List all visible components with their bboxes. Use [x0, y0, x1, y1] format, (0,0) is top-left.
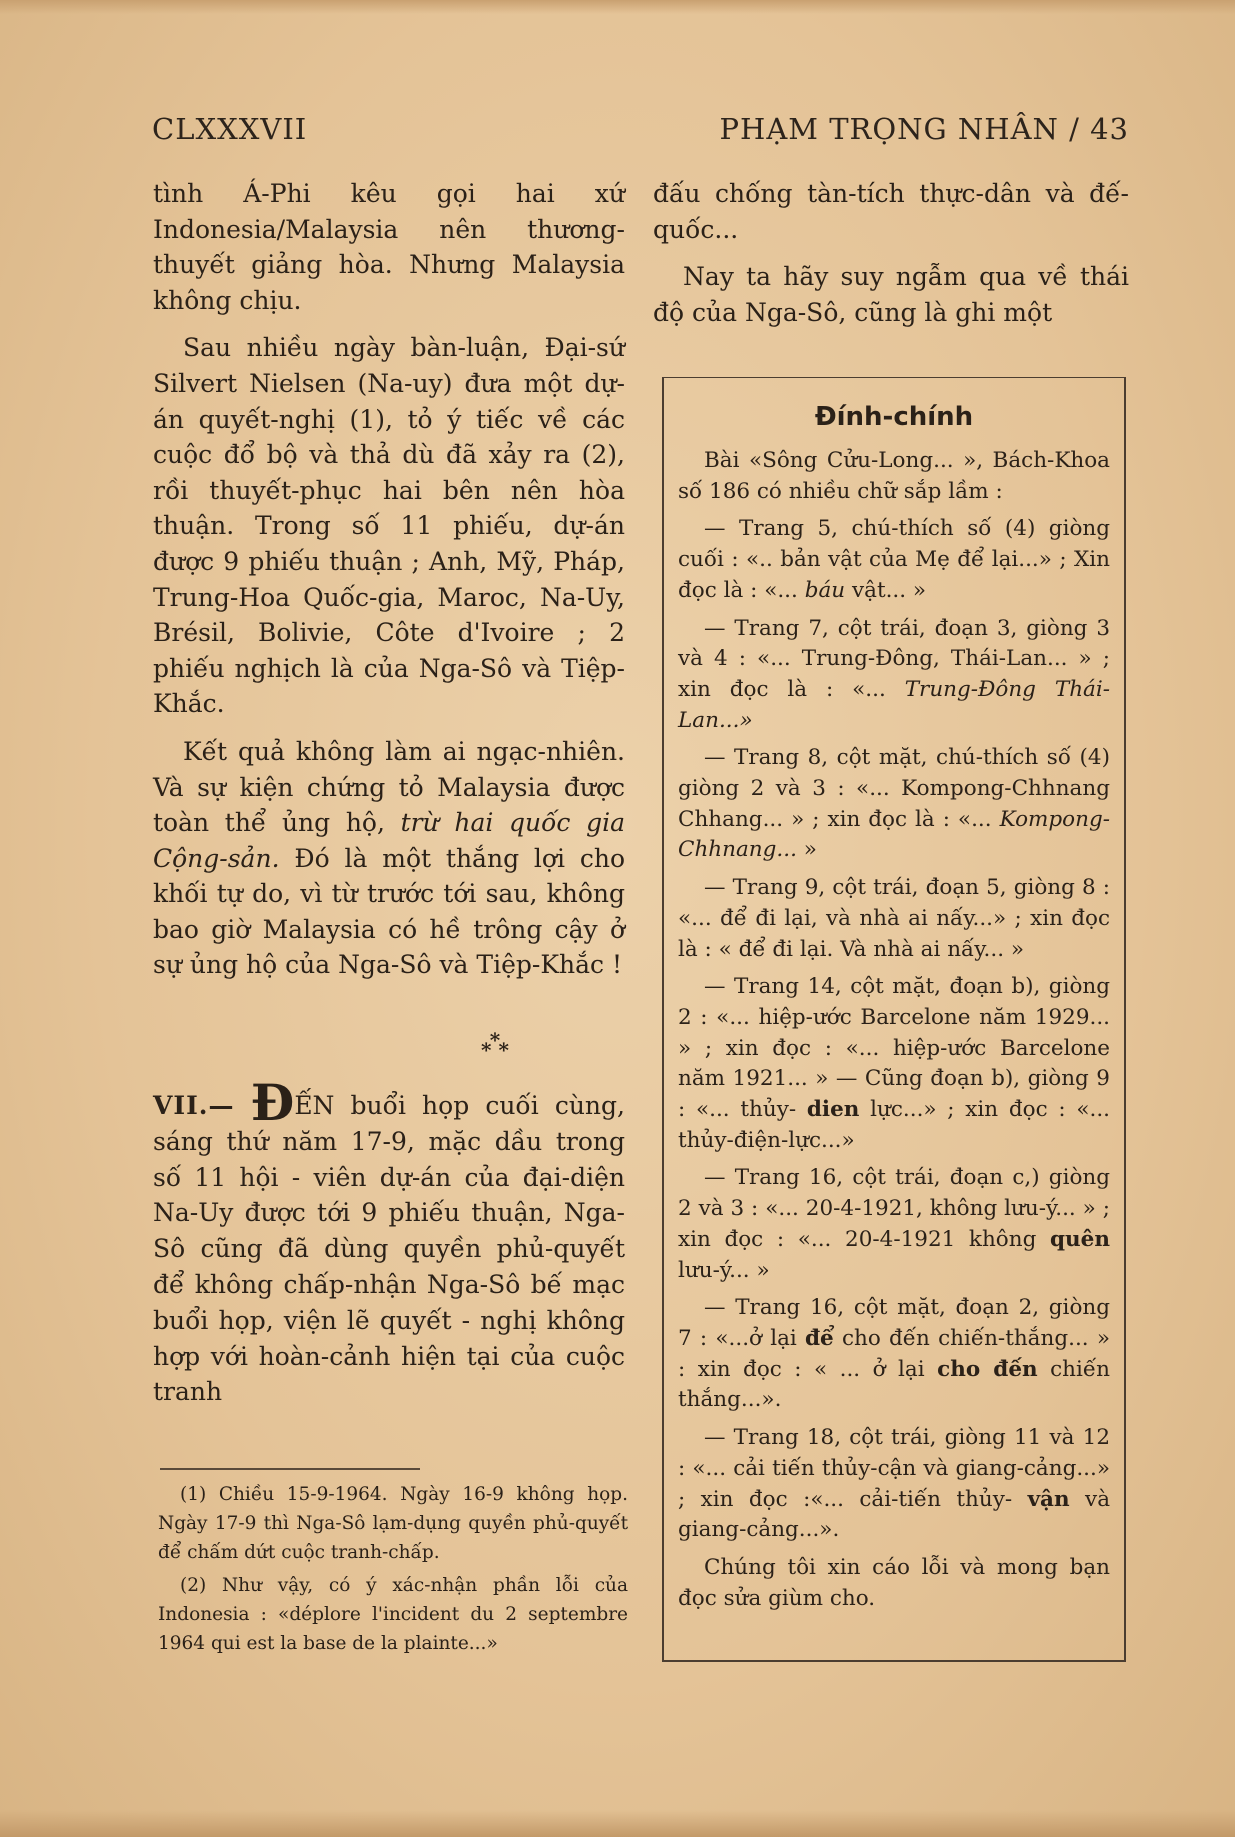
separator-stars: * * * — [481, 1028, 509, 1062]
errata-item-7 — [678, 1293, 1110, 1416]
errata-item-8 — [678, 1423, 1110, 1546]
errata-item-2 — [678, 614, 1110, 737]
errata-item-5-end: lực...» ; xin đọc : «... thủy-điện-lực...» — [678, 1097, 1110, 1153]
section-vii — [153, 1073, 625, 1410]
section-text: buổi họp cuối cùng, sáng thứ năm 17-9, mặc dầu trong số 11 hội - viên dự-án của đại-diện Na-Uy được tới 9 phiếu thuận, Nga-Sô cũng đã dùng quyền phủ-quyết để không chấp-nhận Nga-Sô bế mạc buổi họp, viện lẽ quyết - nghị không hợp với hoàn-cảnh hiện tại của cuộc tranh — [153, 1091, 625, 1407]
running-header-chapter: CLXXXVII — [152, 112, 308, 146]
errata-item-5 — [678, 972, 1110, 1156]
errata-item-8-end: và giang-cảng...». — [678, 1486, 1111, 1543]
left-paragraph-3-end: Đó là một thắng lợi cho khối tự do, vì từ trước tới sau, không bao giờ Malaysia có hề trông cậy ở sự ủng hộ của Nga-Sô và Tiệp-Khắc ! — [153, 843, 625, 980]
left-paragraph-3-italic: trừ hai quốc gia Cộng-sản. — [153, 808, 626, 873]
errata-item-2-italic: Trung-Đông Thái-Lan...» — [678, 676, 1110, 733]
footnotes — [158, 1480, 628, 1662]
errata-item-3-end: » — [803, 837, 817, 863]
errata-closing: Chúng tôi xin cáo lỗi và mong bạn đọc sửa giùm cho. — [678, 1554, 1110, 1611]
errata-title: Đính-chính — [814, 402, 974, 432]
left-paragraph-3 — [153, 734, 625, 983]
errata-item-6-bold: quên — [1050, 1226, 1110, 1252]
footnote-1: (1) Chiều 15-9-1964. Ngày 16-9 không họp. Ngày 17-9 thì Nga-Sô lạm-dụng quyền phủ-quyết để chấm dứt cuộc tranh-chấp. — [158, 1484, 628, 1563]
errata-item-7-bold-2: cho đến — [937, 1356, 1038, 1382]
left-paragraph-1: tình Á-Phi kêu gọi hai xứ Indonesia/Malaysia nên thương-thuyết giảng hòa. Nhưng Malaysia không chịu. — [153, 179, 625, 315]
left-paragraph-2: Sau nhiều ngày bàn-luận, Đại-sứ Silvert Nielsen (Na-uy) đưa một dự-án quyết-nghị (1), tỏ ý tiếc về các cuộc đổ bộ và thả dù đã xảy ra (2), rồi thuyết-phục hai bên nên hòa thuận. Trong số 11 phiếu, dự-án được 9 phiếu thuận ; Anh, Mỹ, Pháp, Trung-Hoa Quốc-gia, Maroc, Na-Uy, Brésil, Bolivie, Côte d'Ivoire ; 2 phiếu nghịch là của Nga-Sô và Tiệp-Khắc. — [153, 333, 625, 719]
errata-item-7-text: — Trang 16, cột mặt, đoạn 2, giòng 7 : «...ở lại — [678, 1295, 1110, 1351]
right-column — [653, 176, 1129, 342]
errata-item-2-text: — Trang 7, cột trái, đoạn 3, giòng 3 và 4 : «... Trung-Đông, Thái-Lan... » ; xin đọc là : «... — [678, 615, 1110, 702]
errata-item-6-text: — Trang 16, cột trái, đoạn c,) giòng 2 và 3 : «... 20-4-1921, không lưu-ý... » ; xin đọc : «... 20-4-1921 không — [678, 1165, 1110, 1252]
left-column — [153, 176, 625, 995]
errata-item-1-text: — Trang 5, chú-thích số (4) giòng cuối : «.. bản vật của Mẹ để lại...» ; Xin đọc là : «... — [678, 516, 1110, 603]
errata-item-6 — [678, 1163, 1110, 1286]
errata-item-8-bold: vận — [1027, 1486, 1070, 1512]
errata-item-8-text: — Trang 18, cột trái, giòng 11 và 12 : «... cải tiến thủy-cận và giang-cảng...» ; xin đọc :«... cải-tiến thủy- — [678, 1425, 1110, 1512]
errata-item-7-end: chiến thắng...». — [678, 1356, 1110, 1413]
errata-item-4: — Trang 9, cột trái, đoạn 5, giòng 8 : «... để đi lại, và nhà ai nấy...» ; xin đọc là : « để đi lại. Và nhà ai nấy... » — [678, 875, 1110, 962]
errata-item-3-italic: Kompong-Chhnang... — [678, 806, 1110, 863]
drop-cap-rest: ẾN — [294, 1091, 335, 1120]
right-paragraph-1: đấu chống tàn-tích thực-dân và đế-quốc... — [653, 179, 1129, 244]
page-edge-top — [0, 0, 1235, 14]
errata-item-5-bold: dien — [806, 1097, 860, 1123]
errata-item-5-text: — Trang 14, cột mặt, đoạn b), giòng 2 : «... hiệp-ước Barcelone năm 1929... » ; xin đọc : «... hiệp-ước Barcelone năm 1921... » — Cũng đoạn b), giòng 9 : «... thủy- — [678, 974, 1110, 1123]
errata-item-6-end: lưu-ý... » — [678, 1257, 770, 1283]
right-paragraph-2: Nay ta hãy suy ngẫm qua về thái độ của Nga-Sô, cũng là ghi một — [653, 262, 1129, 327]
running-header-author-page: PHẠM TRỌNG NHÂN / 43 — [719, 112, 1129, 146]
errata-item-3-text: — Trang 8, cột mặt, chú-thích số (4) giòng 2 và 3 : «... Kompong-Chhnang Chhang... » ; xin đọc là : «... — [678, 745, 1110, 832]
errata-item-1-italic: báu — [804, 577, 846, 603]
footnote-2: (2) Như vậy, có ý xác-nhận phần lỗi của Indonesia : «déplore l'incident du 2 septembre 1964 qui est la base de la plainte...» — [158, 1575, 628, 1654]
left-paragraph-3-start: Kết quả không làm ai ngạc-nhiên. Và sự kiện chứng tỏ Malaysia được toàn thể ủng hộ, — [153, 736, 625, 838]
errata-item-3 — [678, 743, 1110, 866]
section-separator — [475, 1028, 515, 1062]
errata-box — [662, 377, 1126, 1662]
errata-item-7-bold-1: để — [805, 1325, 834, 1351]
errata-item-7-middle: cho đến chiến-thắng... » : xin đọc : « ... ở lại — [678, 1325, 1110, 1382]
section-number: VII.— — [153, 1091, 235, 1120]
page-edge-bottom — [0, 1810, 1235, 1837]
errata-item-1-end: vật... » — [851, 577, 927, 603]
errata-intro: Bài «Sông Cửu-Long... », Bách-Khoa số 186 có nhiều chữ sắp lầm : — [678, 448, 1110, 504]
footnote-rule — [160, 1468, 420, 1470]
drop-cap: Đ — [250, 1073, 295, 1132]
errata-item-1 — [678, 514, 1110, 606]
